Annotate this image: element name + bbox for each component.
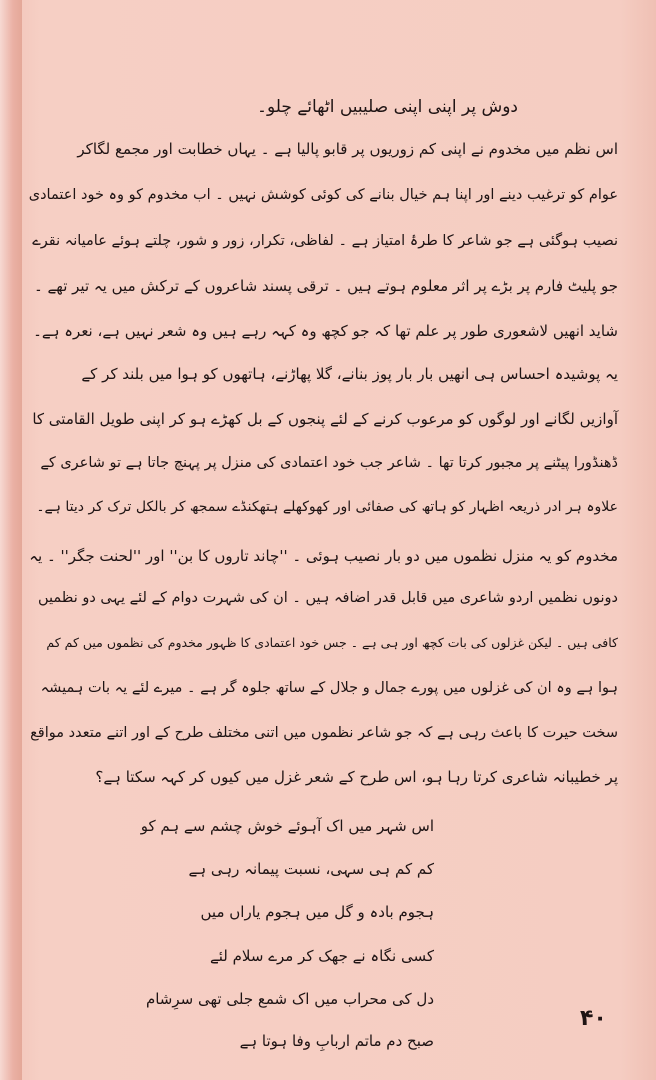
paragraph-line: پر خطیبانہ شاعری کرتا رہا ہو، اس طرح کے شعر غزل میں کیوں کر کہہ سکتا ہے؟ xyxy=(95,768,618,786)
paragraph-line: نصیب ہوگئی ہے جو شاعر کا طرۂ امتیاز ہے ۔ لفاظی، تکرار، زور و شور، چلتے ہوئے عامیانہ نقرے xyxy=(32,233,618,249)
verse-line: دل کی محراب میں اک شمع جلی تھی سرِشام xyxy=(145,990,434,1008)
paragraph-line: دونوں نظمیں اردو شاعری میں قابل قدر اضافہ ہیں ۔ ان کی شہرت دوام کے لئے یہی دو نظمیں xyxy=(38,590,618,606)
page-number: ۴۰ xyxy=(580,1006,607,1031)
paragraph-line: علاوہ ہر ادر ذریعہ اظہار کو ہاتھ کی صفائی اور کھوکھلے ہتھکنڈے سمجھ کر بالکل ترک کر دیتا ہے۔ xyxy=(36,499,618,515)
paragraph-line: یہ پوشیدہ احساس ہی انھیں بار بار پوز بنانے، گلا پھاڑنے، ہاتھوں کو ہوا میں بلند کر کے xyxy=(81,365,618,383)
paragraph-line: جو پلیٹ فارم پر بڑے پر اثر معلوم ہوتے ہیں ۔ ترقی پسند شاعروں کے ترکش میں یہ تیر تھے ۔ xyxy=(33,277,618,295)
paragraph-line: اس نظم میں مخدوم نے اپنی کم زوریوں پر قابو پالیا ہے ۔ یہاں خطابت اور مجمع لگاکر xyxy=(77,140,618,158)
page-binding-edge xyxy=(0,0,22,1080)
page-heading-line: دوش پر اپنی اپنی صلیبیں اٹھائے چلو۔ xyxy=(256,97,518,117)
verse-line: اس شہر میں اک آہوئے خوش چشم سے ہم کو xyxy=(140,817,434,835)
verse-line: صبح دم ماتم اربابِ وفا ہوتا ہے xyxy=(239,1032,434,1050)
verse-line: ہجوم بادہ و گل میں ہجوم یاراں میں xyxy=(200,903,434,921)
paragraph-line: عوام کو ترغیب دینے اور اپنا ہم خیال بنانے کی کوئی کوشش نہیں ۔ اب مخدوم کو وہ خود اعتمادی xyxy=(28,187,618,203)
paragraph-line: آوازیں لگانے اور لوگوں کو مرعوب کرنے کے لئے پنجوں کے بل کھڑے ہو کر اپنی طویل القامتی کا xyxy=(32,410,618,428)
paragraph-line: ڈھنڈورا پیٹنے پر مجبور کرتا تھا ۔ شاعر جب خود اعتمادی کی منزل پر پہنچ جاتا ہے تو شاعری کے xyxy=(40,455,618,471)
paragraph-line: ہوا ہے وہ ان کی غزلوں میں پورے جمال و جلال کے ساتھ جلوہ گر ہے ۔ میرے لئے یہ بات ہمیشہ xyxy=(40,680,618,696)
paragraph-line: شاید انھیں لاشعوری طور پر علم تھا کہ جو کچھ وہ کہہ رہے ہیں وہ شعر نہیں ہے، نعرہ ہے۔ xyxy=(33,322,618,340)
verse-line: کسی نگاہ نے جھک کر مرے سلام لئے xyxy=(209,947,434,965)
paragraph-line: سخت حیرت کا باعث رہی ہے کہ جو شاعر نظموں میں اتنی مختلف طرح کے اور اتنے متعدد مواقع xyxy=(30,725,618,741)
paragraph-line: کافی ہیں ۔ لیکن غزلوں کی بات کچھ اور ہی ہے ۔ جس خود اعتمادی کا ظہور مخدوم کی نظموں میں کم کم xyxy=(46,635,618,650)
paragraph-line: مخدوم کو یہ منزل نظموں میں دو بار نصیب ہوئی ۔ ''چاند تاروں کا بن'' اور ''لحنت جگر'' ۔ یہ xyxy=(29,547,618,565)
verse-line: کم کم ہی سہی، نسبت پیمانہ رہی ہے xyxy=(188,860,434,878)
